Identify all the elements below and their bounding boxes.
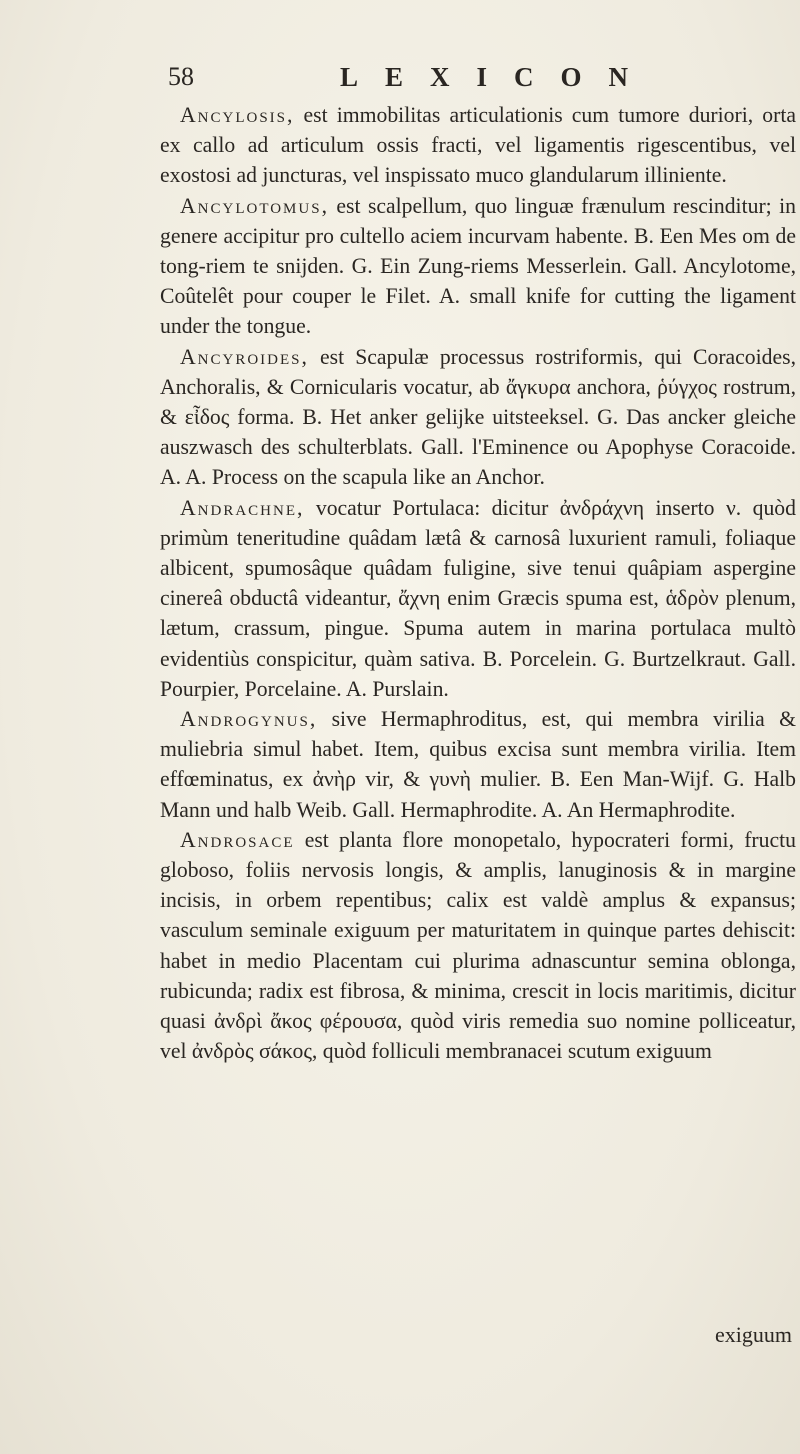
entry-ancylotomus: [160, 191, 796, 342]
entry-text: vocatur Portulaca: dicitur ἀνδράχνη inserto ν. quòd primùm teneritudine quâdam lætâ & carnosâ luxurient ramuli, foliaque albicent, spumosâque quâdam fuligine, sive tenui quâpiam aspergine cinereâ obductâ videantur, ἄχνη enim Græcis spuma est, ἁδρὸν plenum, lætum, crassum, pingue. Spuma autem in marina portulaca multò evidentiùs conspicitur, quàm sativa. B. Porcelein. G. Burtzelkraut. Gall. Pourpier, Porcelaine. A. Purslain.: [160, 495, 796, 701]
dictionary-body: [160, 100, 796, 1067]
entry-text: est planta flore monopetalo, hypocrateri formi, fructu globoso, foliis nervosis longis, & amplis, lanuginosis & in margine incisis, in orbem repentibus; calix est valdè amplus & expansus; vasculum seminale exiguum per maturitatem in quinque partes dehiscit: habet in medio Placentam cui plurima adnascuntur semina oblonga, rubicunda; radix est fibrosa, & minima, crescit in locis maritimis, dicitur quasi ἀνδρὶ ἄκος φέρουσα, quòd viris remedia suo nomine polliceatur, vel ἀνδρὸς σάκος, quòd folliculi membranacei scutum exiguum: [160, 827, 796, 1064]
headword: Ancylosis,: [180, 103, 295, 127]
catchword: exiguum: [715, 1322, 792, 1347]
entry-text: est immobilitas articulationis cum tumore duriori, orta ex callo ad articulum ossis fracti, vel ligamentis rigescentibus, vel exostosi ad juncturas, vel inspissato muco glandularum illiniente.: [160, 103, 796, 188]
headword: Ancyroides,: [180, 344, 309, 369]
entry-ancyroides: [160, 342, 796, 493]
entry-text: est Scapulæ processus rostriformis, qui Coracoides, Anchoralis, & Cornicularis vocatur, ab ἄγκυρα anchora, ῥύγχος rostrum, & εἶδος forma. B. Het anker gelijke uitsteeksel. G. Das ancker gleiche auszwasch des schulterblats. Gall. l'Eminence ou Apophyse Coracoide. A. A. Process on the scapula like an Anchor.: [160, 344, 796, 490]
entry-text: est scalpellum, quo linguæ frænulum rescinditur; in genere accipitur pro cultello aciem incurvam habente. B. Een Mes om de tong-riem te snijden. G. Ein Zung-riems Messerlein. Gall. Ancylotome, Coûtelêt pour couper le Filet. A. small knife for cutting the ligament under the tongue.: [160, 193, 796, 339]
entry-andrachne: [160, 493, 796, 704]
headword: Ancylotomus,: [180, 193, 329, 218]
running-title: LEXICON: [340, 62, 656, 92]
entry-ancylosis: [160, 100, 796, 191]
running-header: [168, 62, 800, 98]
headword: Androgynus,: [180, 707, 318, 732]
headword: Andrachne,: [180, 495, 305, 520]
entry-androsace: [160, 825, 796, 1067]
page-number: 58: [168, 62, 194, 91]
headword: Androsace: [180, 827, 295, 852]
entry-androgynus: [160, 704, 796, 825]
entry-text: sive Hermaphroditus, est, qui membra virilia & muliebria simul habet. Item, quibus excisa sunt membra virilia. Item effœminatus, ex ἀνὴρ vir, & γυνὴ mulier. B. Een Man-Wijf. G. Halb Mann und halb Weib. Gall. Hermaphrodite. A. An Hermaphrodite.: [160, 707, 796, 822]
